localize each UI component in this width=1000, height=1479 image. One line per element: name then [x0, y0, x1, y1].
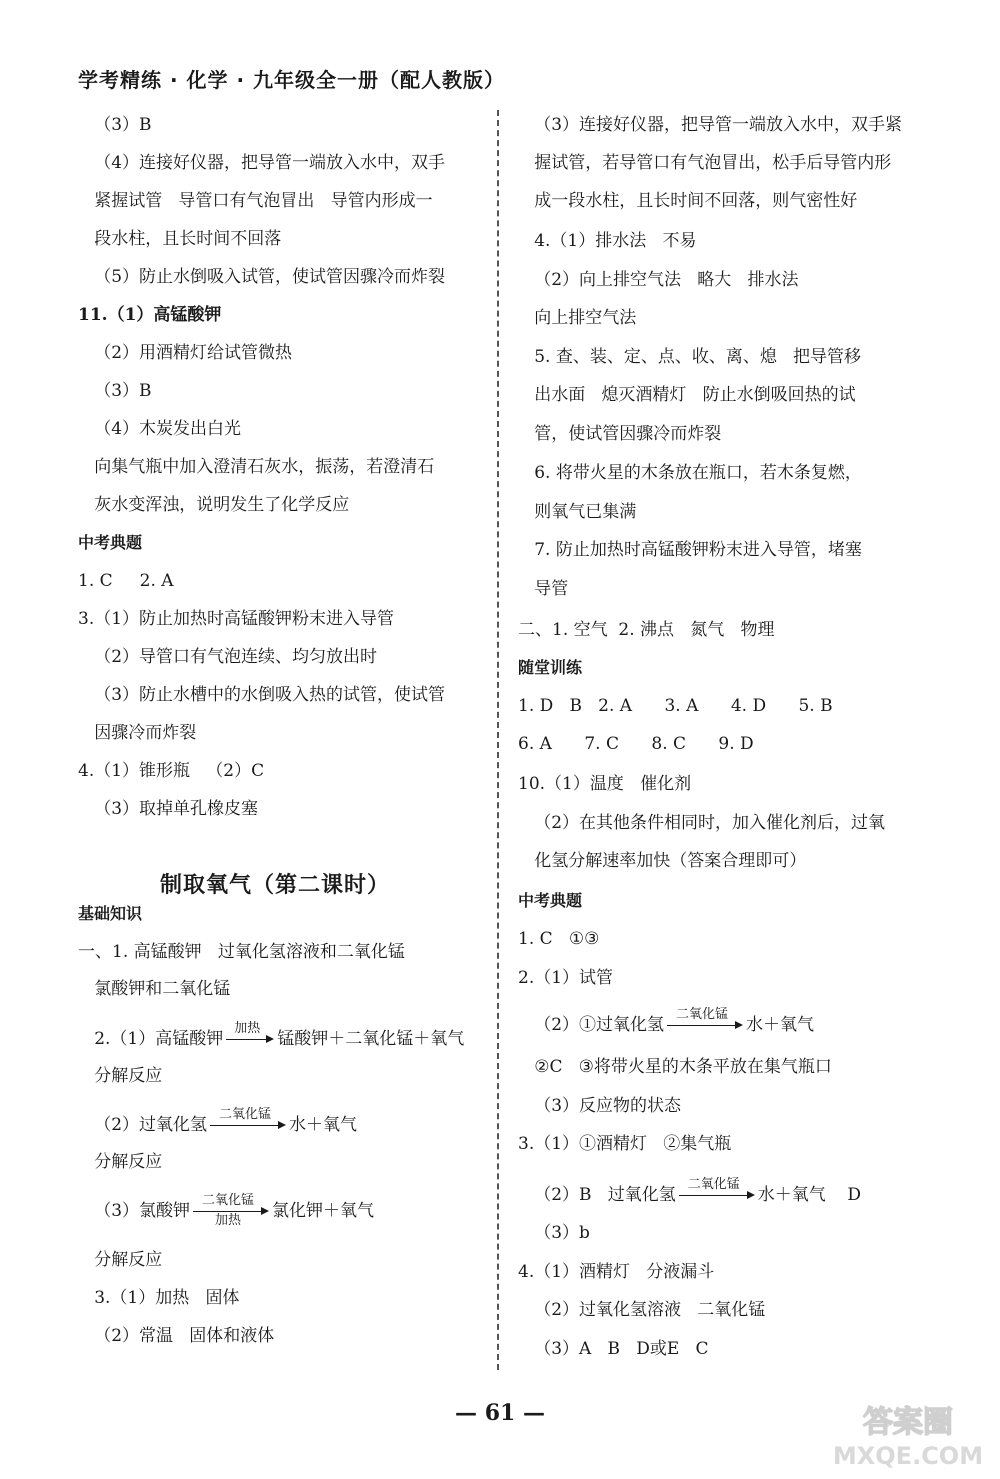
equation-3 [78, 1192, 375, 1228]
answer-line: 向集气瓶中加入澄清石灰水，振荡，若澄清石 [78, 457, 435, 477]
answer-line: 则氧气已集满 [518, 502, 637, 522]
answer-line: 4.（1）排水法 不易 [518, 231, 697, 251]
answer-line: 氯酸钾和二氧化锰 [78, 979, 231, 999]
section-heading: 中考典题 [78, 533, 143, 552]
answer-line: （4）连接好仪器，把导管一端放入水中，双手 [78, 153, 446, 173]
reaction-arrow-icon [667, 1006, 743, 1037]
equation-2 [78, 1106, 358, 1137]
section-title: 制取氧气（第二课时） [160, 873, 391, 898]
answer-line: 出水面 熄灭酒精灯 防止水倒吸回热的试 [518, 385, 856, 405]
equation-reactant: 高锰酸钾 [155, 1028, 224, 1049]
answer-line: （2）常温 固体和液体 [78, 1326, 275, 1346]
answer-line: 段水柱，且长时间不回落 [78, 229, 282, 249]
answer-line: 5. 查、装、定、点、收、离、熄 把导管移 [518, 347, 862, 367]
equation-product: 水＋氧气 [289, 1114, 358, 1135]
condition-above: 二氧化锰 [687, 1176, 740, 1192]
answer-line: 管，使试管因骤冷而炸裂 [518, 424, 722, 444]
column-divider [497, 110, 499, 1370]
equation-a [518, 1006, 815, 1037]
answer-line: 分解反应 [78, 1250, 163, 1270]
equation-prefix: （2）① [518, 1014, 597, 1035]
answer-line: （3）B [78, 381, 152, 401]
answer-line: （3）防止水槽中的水倒吸入热的试管，使试管 [78, 685, 446, 705]
section-heading: 中考典题 [518, 891, 583, 910]
answer-line: 6. 将带火星的木条放在瓶口，若木条复燃， [518, 463, 862, 483]
reaction-arrow-icon [679, 1176, 755, 1207]
answer-line: 4.（1）锥形瓶 （2）C [78, 761, 265, 781]
reaction-arrow-icon [226, 1020, 274, 1051]
answer-line: 成一段水柱，且长时间不回落，则气密性好 [518, 191, 858, 211]
condition-below: 加热 [215, 1212, 242, 1228]
answer-line: （2）在其他条件相同时，加入催化剂后，过氧 [518, 813, 886, 833]
condition-above: 二氧化锰 [202, 1192, 255, 1208]
equation-prefix: （2） [78, 1114, 140, 1135]
answer-line: 灰水变浑浊，说明发生了化学反应 [78, 495, 350, 515]
answer-line: （3）B [78, 115, 152, 135]
answer-line: 7. 防止加热时高锰酸钾粉末进入导管，堵塞 [518, 540, 862, 560]
answer-line: （5）防止水倒吸入试管，使试管因骤冷而炸裂 [78, 267, 446, 287]
watermark-logo [828, 1398, 988, 1470]
equation-b [518, 1176, 861, 1207]
answer-line: 因骤冷而炸裂 [78, 723, 197, 743]
answer-line: （3）反应物的状态 [518, 1096, 682, 1116]
answer-line: 1. C ①③ [518, 929, 600, 949]
answer-line: 握试管，若导管口有气泡冒出，松手后导管内形 [518, 153, 892, 173]
answer-line: （2）用酒精灯给试管微热 [78, 343, 293, 363]
svg-text:MXQE.COM: MXQE.COM [832, 1442, 984, 1470]
equation-prefix: （3） [78, 1200, 140, 1221]
answer-line: 1. D B 2. A 3. A 4. D 5. B [518, 696, 833, 716]
equation-reactant: 氯酸钾 [139, 1200, 191, 1221]
answer-line: 化氢分解速率加快（答案合理即可） [518, 851, 807, 871]
reaction-arrow-icon [193, 1192, 269, 1228]
equation-product: 锰酸钾＋二氧化锰＋氧气 [277, 1028, 465, 1049]
page-number: — 61 — [455, 1400, 545, 1426]
equation-1 [78, 1020, 465, 1051]
equation-reactant: 过氧化氢 [607, 1184, 676, 1205]
answer-line: （3）连接好仪器，把导管一端放入水中，双手紧 [518, 115, 903, 135]
answer-line: （3）取掉单孔橡皮塞 [78, 799, 259, 819]
answer-line: 3.（1）①酒精灯 ②集气瓶 [518, 1134, 732, 1154]
answer-line: 一、1. 高锰酸钾 过氧化氢溶液和二氧化锰 [78, 942, 405, 962]
answer-line: 1. C 2. A [78, 571, 174, 591]
condition-above: 二氧化锰 [219, 1106, 272, 1122]
answer-line: 向上排空气法 [518, 308, 637, 328]
equation-product: 氯化钾＋氧气 [272, 1200, 375, 1221]
page-header: 学考精练 · 化学 · 九年级全一册（配人教版） [78, 68, 506, 92]
answer-line: （3）b [518, 1223, 590, 1243]
answer-line: （4）木炭发出白光 [78, 419, 242, 439]
answer-line: 二、1. 空气 2. 沸点 氮气 物理 [518, 620, 775, 640]
section-heading: 随堂训练 [518, 658, 583, 677]
answer-line: （2）过氧化氢溶液 二氧化锰 [518, 1300, 766, 1320]
section-heading: 基础知识 [78, 904, 143, 923]
answer-line: 分解反应 [78, 1066, 163, 1086]
answer-line: 2.（1）试管 [518, 968, 614, 988]
answer-line: （2）导管口有气泡连续、均匀放出时 [78, 647, 378, 667]
answer-line: 分解反应 [78, 1152, 163, 1172]
answer-line: 4.（1）酒精灯 分液漏斗 [518, 1262, 715, 1282]
answer-line: ②C ③将带火星的木条平放在集气瓶口 [518, 1057, 832, 1077]
equation-reactant: 过氧化氢 [596, 1014, 665, 1035]
answer-line: 导管 [518, 579, 569, 599]
answer-line: （3）A B D或E C [518, 1339, 709, 1359]
svg-text:答案圈: 答案圈 [863, 1405, 953, 1440]
equation-reactant: 过氧化氢 [139, 1114, 208, 1135]
answer-line: 6. A 7. C 8. C 9. D [518, 734, 754, 754]
equation-product: 水＋氧气 D [757, 1184, 861, 1205]
condition-above: 加热 [234, 1020, 261, 1036]
equation-product: 水＋氧气 [746, 1014, 815, 1035]
answer-line: 3.（1）加热 固体 [78, 1288, 240, 1308]
answer-line: 11.（1）高锰酸钾 [78, 305, 222, 325]
answer-line: 3.（1）防止加热时高锰酸钾粉末进入导管 [78, 609, 395, 629]
answer-line: （2）向上排空气法 略大 排水法 [518, 270, 799, 290]
equation-prefix: 2.（1） [78, 1028, 156, 1049]
answer-line: 紧握试管 导管口有气泡冒出 导管内形成一 [78, 191, 433, 211]
answer-line: 10.（1）温度 催化剂 [518, 774, 692, 794]
reaction-arrow-icon [210, 1106, 286, 1137]
equation-prefix: （2）B [518, 1184, 608, 1205]
condition-above: 二氧化锰 [676, 1006, 729, 1022]
